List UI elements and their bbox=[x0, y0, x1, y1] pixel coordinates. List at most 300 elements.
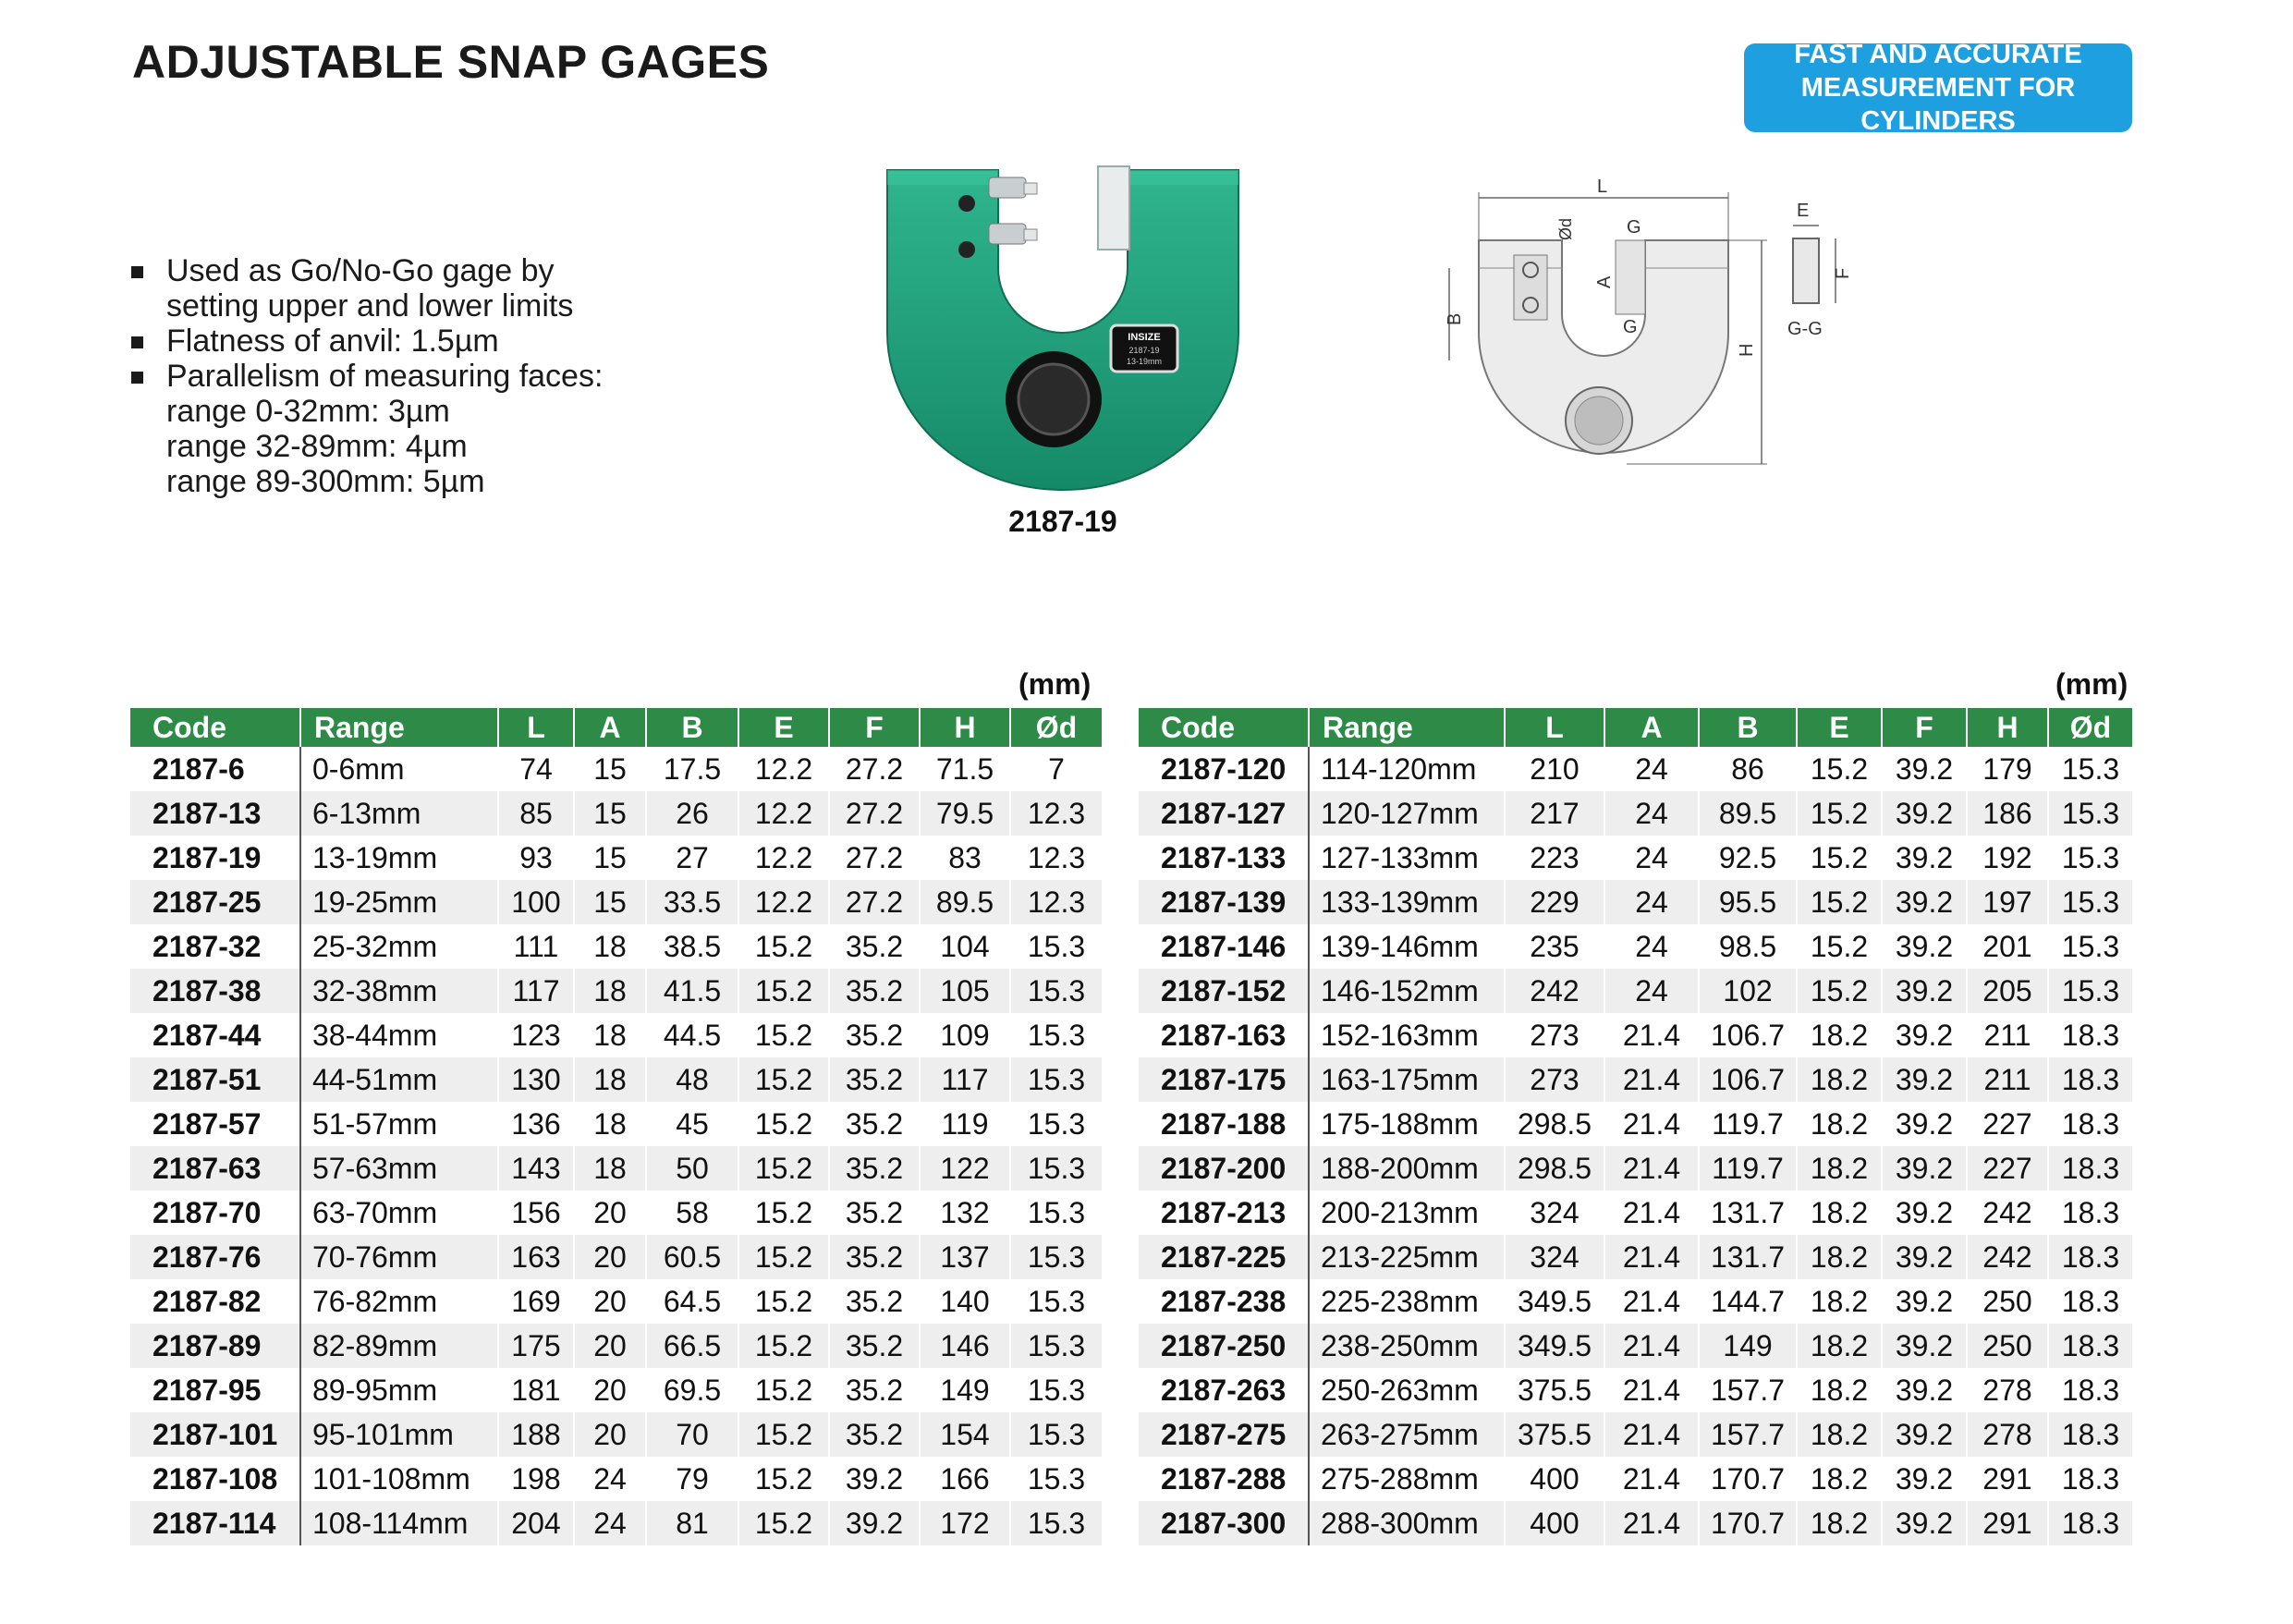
value-cell: 15.3 bbox=[1010, 1368, 1103, 1412]
code-cell: 2187-89 bbox=[130, 1324, 300, 1368]
table-row bbox=[1139, 1057, 2133, 1102]
dim-label-a: A bbox=[1594, 275, 1615, 288]
value-cell: 15.3 bbox=[2048, 880, 2133, 924]
value-cell: 250 bbox=[1967, 1279, 2048, 1324]
range-cell: 38-44mm bbox=[300, 1013, 498, 1057]
value-cell: 21.4 bbox=[1604, 1013, 1699, 1057]
code-cell: 2187-25 bbox=[130, 880, 300, 924]
photo-caption: 2187-19 bbox=[1008, 505, 1117, 538]
value-cell: 211 bbox=[1967, 1057, 2048, 1102]
photo-plate-line-2: 13-19mm bbox=[1126, 357, 1163, 366]
value-cell: 192 bbox=[1967, 836, 2048, 880]
value-cell: 18.3 bbox=[2048, 1324, 2133, 1368]
value-cell: 41.5 bbox=[646, 969, 738, 1013]
value-cell: 130 bbox=[498, 1057, 574, 1102]
value-cell: 83 bbox=[920, 836, 1010, 880]
value-cell: 15.2 bbox=[738, 1368, 829, 1412]
code-cell: 2187-175 bbox=[1139, 1057, 1309, 1102]
value-cell: 24 bbox=[1604, 747, 1699, 791]
range-cell: 13-19mm bbox=[300, 836, 498, 880]
feature-item: Parallelism of measuring faces: bbox=[129, 359, 647, 394]
unit-label-right: (mm) bbox=[2055, 667, 2128, 701]
value-cell: 39.2 bbox=[1882, 1057, 1967, 1102]
value-cell: 18.2 bbox=[1797, 1324, 1882, 1368]
value-cell: 21.4 bbox=[1604, 1146, 1699, 1191]
table-row bbox=[1139, 791, 2133, 836]
value-cell: 15.2 bbox=[1797, 924, 1882, 969]
value-cell: 172 bbox=[920, 1501, 1010, 1545]
value-cell: 278 bbox=[1967, 1412, 2048, 1457]
value-cell: 35.2 bbox=[829, 1102, 920, 1146]
code-cell: 2187-120 bbox=[1139, 747, 1309, 791]
value-cell: 15.2 bbox=[738, 1013, 829, 1057]
table-row bbox=[1139, 747, 2133, 791]
column-header: E bbox=[738, 708, 829, 747]
value-cell: 12.2 bbox=[738, 791, 829, 836]
range-cell: 188-200mm bbox=[1309, 1146, 1505, 1191]
value-cell: 15.2 bbox=[738, 924, 829, 969]
table-row bbox=[130, 1191, 1103, 1235]
value-cell: 375.5 bbox=[1505, 1412, 1604, 1457]
value-cell: 15.3 bbox=[1010, 1324, 1103, 1368]
value-cell: 21.4 bbox=[1604, 1057, 1699, 1102]
value-cell: 85 bbox=[498, 791, 574, 836]
value-cell: 39.2 bbox=[1882, 924, 1967, 969]
photo-plate-line-1: 2187-19 bbox=[1128, 346, 1160, 355]
code-cell: 2187-300 bbox=[1139, 1501, 1309, 1545]
range-cell: 95-101mm bbox=[300, 1412, 498, 1457]
dim-label-l: L bbox=[1597, 177, 1608, 197]
value-cell: 132 bbox=[920, 1191, 1010, 1235]
range-cell: 213-225mm bbox=[1309, 1235, 1505, 1279]
code-cell: 2187-44 bbox=[130, 1013, 300, 1057]
feature-item: range 32-89mm: 4µm bbox=[166, 429, 468, 464]
value-cell: 35.2 bbox=[829, 1191, 920, 1235]
value-cell: 15.3 bbox=[1010, 1146, 1103, 1191]
table-row bbox=[130, 1324, 1103, 1368]
range-cell: 139-146mm bbox=[1309, 924, 1505, 969]
value-cell: 45 bbox=[646, 1102, 738, 1146]
value-cell: 123 bbox=[498, 1013, 574, 1057]
table-row bbox=[130, 1501, 1103, 1545]
value-cell: 15.2 bbox=[738, 1235, 829, 1279]
value-cell: 24 bbox=[574, 1457, 646, 1501]
value-cell: 197 bbox=[1967, 880, 2048, 924]
product-photo bbox=[869, 157, 1257, 499]
value-cell: 18.3 bbox=[2048, 1191, 2133, 1235]
value-cell: 291 bbox=[1967, 1501, 2048, 1545]
table-row bbox=[1139, 1412, 2133, 1457]
value-cell: 169 bbox=[498, 1279, 574, 1324]
value-cell: 95.5 bbox=[1699, 880, 1797, 924]
code-cell: 2187-6 bbox=[130, 747, 300, 791]
table-row bbox=[1139, 1279, 2133, 1324]
badge-line-1: FAST AND ACCURATE bbox=[1794, 40, 2082, 69]
table-row bbox=[1139, 1235, 2133, 1279]
range-cell: 175-188mm bbox=[1309, 1102, 1505, 1146]
value-cell: 69.5 bbox=[646, 1368, 738, 1412]
value-cell: 15.2 bbox=[1797, 791, 1882, 836]
value-cell: 15.2 bbox=[738, 1412, 829, 1457]
range-cell: 57-63mm bbox=[300, 1146, 498, 1191]
value-cell: 89.5 bbox=[1699, 791, 1797, 836]
range-cell: 76-82mm bbox=[300, 1279, 498, 1324]
value-cell: 273 bbox=[1505, 1013, 1604, 1057]
value-cell: 39.2 bbox=[1882, 1501, 1967, 1545]
value-cell: 48 bbox=[646, 1057, 738, 1102]
table-row bbox=[1139, 1368, 2133, 1412]
code-cell: 2187-163 bbox=[1139, 1013, 1309, 1057]
value-cell: 38.5 bbox=[646, 924, 738, 969]
value-cell: 39.2 bbox=[829, 1501, 920, 1545]
value-cell: 100 bbox=[498, 880, 574, 924]
value-cell: 17.5 bbox=[646, 747, 738, 791]
code-cell: 2187-38 bbox=[130, 969, 300, 1013]
value-cell: 12.3 bbox=[1010, 791, 1103, 836]
column-header: F bbox=[829, 708, 920, 747]
column-header: E bbox=[1797, 708, 1882, 747]
value-cell: 39.2 bbox=[1882, 1102, 1967, 1146]
range-cell: 44-51mm bbox=[300, 1057, 498, 1102]
value-cell: 149 bbox=[1699, 1324, 1797, 1368]
value-cell: 235 bbox=[1505, 924, 1604, 969]
value-cell: 35.2 bbox=[829, 1324, 920, 1368]
value-cell: 15.2 bbox=[738, 1279, 829, 1324]
table-row bbox=[130, 747, 1103, 791]
value-cell: 15.2 bbox=[738, 1057, 829, 1102]
table-row bbox=[130, 880, 1103, 924]
table-row bbox=[130, 791, 1103, 836]
value-cell: 20 bbox=[574, 1191, 646, 1235]
value-cell: 18.3 bbox=[2048, 1457, 2133, 1501]
value-cell: 35.2 bbox=[829, 1013, 920, 1057]
range-cell: 127-133mm bbox=[1309, 836, 1505, 880]
value-cell: 79 bbox=[646, 1457, 738, 1501]
range-cell: 238-250mm bbox=[1309, 1324, 1505, 1368]
range-cell: 70-76mm bbox=[300, 1235, 498, 1279]
value-cell: 15.3 bbox=[1010, 1102, 1103, 1146]
table-row bbox=[130, 1146, 1103, 1191]
value-cell: 35.2 bbox=[829, 1057, 920, 1102]
value-cell: 35.2 bbox=[829, 1146, 920, 1191]
value-cell: 24 bbox=[1604, 880, 1699, 924]
value-cell: 217 bbox=[1505, 791, 1604, 836]
value-cell: 242 bbox=[1967, 1191, 2048, 1235]
dim-label-b: B bbox=[1445, 312, 1465, 325]
value-cell: 39.2 bbox=[1882, 1324, 1967, 1368]
value-cell: 18.3 bbox=[2048, 1057, 2133, 1102]
value-cell: 223 bbox=[1505, 836, 1604, 880]
table-row bbox=[1139, 1102, 2133, 1146]
value-cell: 21.4 bbox=[1604, 1368, 1699, 1412]
value-cell: 39.2 bbox=[1882, 791, 1967, 836]
value-cell: 86 bbox=[1699, 747, 1797, 791]
value-cell: 400 bbox=[1505, 1501, 1604, 1545]
code-cell: 2187-19 bbox=[130, 836, 300, 880]
code-cell: 2187-95 bbox=[130, 1368, 300, 1412]
value-cell: 15.3 bbox=[1010, 1057, 1103, 1102]
value-cell: 18 bbox=[574, 1013, 646, 1057]
value-cell: 18.2 bbox=[1797, 1457, 1882, 1501]
value-cell: 324 bbox=[1505, 1191, 1604, 1235]
badge-line-2: MEASUREMENT FOR CYLINDERS bbox=[1800, 73, 2076, 136]
value-cell: 39.2 bbox=[1882, 1013, 1967, 1057]
value-cell: 12.3 bbox=[1010, 880, 1103, 924]
table-row bbox=[1139, 1324, 2133, 1368]
value-cell: 12.2 bbox=[738, 836, 829, 880]
value-cell: 111 bbox=[498, 924, 574, 969]
table-row bbox=[1139, 836, 2133, 880]
value-cell: 15.2 bbox=[1797, 969, 1882, 1013]
value-cell: 15.3 bbox=[2048, 924, 2133, 969]
value-cell: 175 bbox=[498, 1324, 574, 1368]
value-cell: 18.2 bbox=[1797, 1013, 1882, 1057]
value-cell: 188 bbox=[498, 1412, 574, 1457]
value-cell: 18.2 bbox=[1797, 1102, 1882, 1146]
value-cell: 39.2 bbox=[1882, 969, 1967, 1013]
value-cell: 15.3 bbox=[1010, 1279, 1103, 1324]
range-cell: 152-163mm bbox=[1309, 1013, 1505, 1057]
value-cell: 146 bbox=[920, 1324, 1010, 1368]
value-cell: 18 bbox=[574, 1057, 646, 1102]
value-cell: 21.4 bbox=[1604, 1191, 1699, 1235]
column-header: H bbox=[920, 708, 1010, 747]
value-cell: 15.2 bbox=[738, 1324, 829, 1368]
value-cell: 39.2 bbox=[1882, 880, 1967, 924]
column-header: Ød bbox=[2048, 708, 2133, 747]
value-cell: 349.5 bbox=[1505, 1324, 1604, 1368]
value-cell: 24 bbox=[1604, 836, 1699, 880]
value-cell: 15.3 bbox=[1010, 1013, 1103, 1057]
value-cell: 349.5 bbox=[1505, 1279, 1604, 1324]
table-row bbox=[1139, 969, 2133, 1013]
value-cell: 20 bbox=[574, 1235, 646, 1279]
table-header-row bbox=[130, 708, 1103, 747]
value-cell: 60.5 bbox=[646, 1235, 738, 1279]
value-cell: 98.5 bbox=[1699, 924, 1797, 969]
value-cell: 149 bbox=[920, 1368, 1010, 1412]
range-cell: 82-89mm bbox=[300, 1324, 498, 1368]
feature-item: range 0-32mm: 3µm bbox=[166, 394, 450, 429]
value-cell: 39.2 bbox=[1882, 836, 1967, 880]
value-cell: 15.3 bbox=[1010, 1191, 1103, 1235]
code-cell: 2187-114 bbox=[130, 1501, 300, 1545]
value-cell: 210 bbox=[1505, 747, 1604, 791]
value-cell: 58 bbox=[646, 1191, 738, 1235]
value-cell: 44.5 bbox=[646, 1013, 738, 1057]
value-cell: 119.7 bbox=[1699, 1102, 1797, 1146]
value-cell: 50 bbox=[646, 1146, 738, 1191]
value-cell: 7 bbox=[1010, 747, 1103, 791]
range-cell: 0-6mm bbox=[300, 747, 498, 791]
table-row bbox=[130, 1057, 1103, 1102]
value-cell: 21.4 bbox=[1604, 1324, 1699, 1368]
value-cell: 163 bbox=[498, 1235, 574, 1279]
value-cell: 18 bbox=[574, 1146, 646, 1191]
value-cell: 18.3 bbox=[2048, 1102, 2133, 1146]
code-cell: 2187-13 bbox=[130, 791, 300, 836]
value-cell: 20 bbox=[574, 1412, 646, 1457]
value-cell: 18 bbox=[574, 924, 646, 969]
code-cell: 2187-127 bbox=[1139, 791, 1309, 836]
value-cell: 15.3 bbox=[2048, 747, 2133, 791]
value-cell: 33.5 bbox=[646, 880, 738, 924]
value-cell: 143 bbox=[498, 1146, 574, 1191]
value-cell: 170.7 bbox=[1699, 1501, 1797, 1545]
value-cell: 166 bbox=[920, 1457, 1010, 1501]
table-row bbox=[130, 1013, 1103, 1057]
value-cell: 15.3 bbox=[1010, 969, 1103, 1013]
value-cell: 15.2 bbox=[738, 1102, 829, 1146]
value-cell: 18.2 bbox=[1797, 1368, 1882, 1412]
table-row bbox=[130, 924, 1103, 969]
table-row bbox=[1139, 880, 2133, 924]
value-cell: 117 bbox=[498, 969, 574, 1013]
value-cell: 186 bbox=[1967, 791, 2048, 836]
value-cell: 15 bbox=[574, 791, 646, 836]
code-cell: 2187-263 bbox=[1139, 1368, 1309, 1412]
spec-table-left bbox=[130, 708, 1104, 1545]
value-cell: 18.3 bbox=[2048, 1146, 2133, 1191]
value-cell: 119.7 bbox=[1699, 1146, 1797, 1191]
feature-list bbox=[129, 253, 647, 499]
value-cell: 15.3 bbox=[2048, 836, 2133, 880]
range-cell: 19-25mm bbox=[300, 880, 498, 924]
table-row bbox=[1139, 1457, 2133, 1501]
value-cell: 137 bbox=[920, 1235, 1010, 1279]
table-row bbox=[130, 1368, 1103, 1412]
value-cell: 273 bbox=[1505, 1057, 1604, 1102]
value-cell: 74 bbox=[498, 747, 574, 791]
column-header: Range bbox=[1309, 708, 1505, 747]
range-cell: 225-238mm bbox=[1309, 1279, 1505, 1324]
code-cell: 2187-133 bbox=[1139, 836, 1309, 880]
range-cell: 63-70mm bbox=[300, 1191, 498, 1235]
value-cell: 15.3 bbox=[1010, 1501, 1103, 1545]
code-cell: 2187-225 bbox=[1139, 1235, 1309, 1279]
code-cell: 2187-51 bbox=[130, 1057, 300, 1102]
value-cell: 106.7 bbox=[1699, 1057, 1797, 1102]
value-cell: 140 bbox=[920, 1279, 1010, 1324]
value-cell: 211 bbox=[1967, 1013, 2048, 1057]
value-cell: 18.2 bbox=[1797, 1191, 1882, 1235]
value-cell: 15.3 bbox=[1010, 924, 1103, 969]
column-header: F bbox=[1882, 708, 1967, 747]
range-cell: 25-32mm bbox=[300, 924, 498, 969]
code-cell: 2187-63 bbox=[130, 1146, 300, 1191]
value-cell: 18.2 bbox=[1797, 1146, 1882, 1191]
value-cell: 15.3 bbox=[2048, 791, 2133, 836]
feature-item: range 89-300mm: 5µm bbox=[166, 464, 485, 499]
feature-item: Used as Go/No-Go gage by bbox=[129, 253, 647, 288]
photo-logo: INSIZE bbox=[1128, 332, 1161, 343]
value-cell: 15.2 bbox=[738, 1146, 829, 1191]
range-cell: 133-139mm bbox=[1309, 880, 1505, 924]
column-header: A bbox=[574, 708, 646, 747]
dim-label-h: H bbox=[1737, 343, 1757, 357]
value-cell: 39.2 bbox=[1882, 1235, 1967, 1279]
value-cell: 18.3 bbox=[2048, 1279, 2133, 1324]
value-cell: 156 bbox=[498, 1191, 574, 1235]
value-cell: 18.3 bbox=[2048, 1235, 2133, 1279]
value-cell: 15 bbox=[574, 836, 646, 880]
dim-label-gg: G-G bbox=[1787, 319, 1823, 339]
feature-badge bbox=[1744, 40, 2132, 136]
value-cell: 15.2 bbox=[1797, 747, 1882, 791]
value-cell: 27 bbox=[646, 836, 738, 880]
value-cell: 278 bbox=[1967, 1368, 2048, 1412]
value-cell: 106.7 bbox=[1699, 1013, 1797, 1057]
column-header: Code bbox=[1139, 708, 1309, 747]
value-cell: 324 bbox=[1505, 1235, 1604, 1279]
value-cell: 39.2 bbox=[1882, 1279, 1967, 1324]
value-cell: 15.2 bbox=[738, 1191, 829, 1235]
value-cell: 131.7 bbox=[1699, 1191, 1797, 1235]
code-cell: 2187-238 bbox=[1139, 1279, 1309, 1324]
value-cell: 26 bbox=[646, 791, 738, 836]
value-cell: 15.3 bbox=[1010, 1235, 1103, 1279]
table-row bbox=[130, 836, 1103, 880]
value-cell: 15.2 bbox=[738, 1457, 829, 1501]
value-cell: 181 bbox=[498, 1368, 574, 1412]
value-cell: 12.2 bbox=[738, 880, 829, 924]
code-cell: 2187-139 bbox=[1139, 880, 1309, 924]
value-cell: 21.4 bbox=[1604, 1412, 1699, 1457]
value-cell: 18.3 bbox=[2048, 1501, 2133, 1545]
dim-label-d: Ød bbox=[1556, 217, 1575, 240]
value-cell: 204 bbox=[498, 1501, 574, 1545]
table-row bbox=[130, 1279, 1103, 1324]
value-cell: 64.5 bbox=[646, 1279, 738, 1324]
value-cell: 15.3 bbox=[2048, 969, 2133, 1013]
code-cell: 2187-250 bbox=[1139, 1324, 1309, 1368]
range-cell: 288-300mm bbox=[1309, 1501, 1505, 1545]
value-cell: 18.3 bbox=[2048, 1013, 2133, 1057]
value-cell: 15.2 bbox=[738, 969, 829, 1013]
value-cell: 24 bbox=[574, 1501, 646, 1545]
range-cell: 89-95mm bbox=[300, 1368, 498, 1412]
value-cell: 39.2 bbox=[1882, 747, 1967, 791]
value-cell: 227 bbox=[1967, 1102, 2048, 1146]
range-cell: 6-13mm bbox=[300, 791, 498, 836]
value-cell: 18.3 bbox=[2048, 1412, 2133, 1457]
value-cell: 104 bbox=[920, 924, 1010, 969]
code-cell: 2187-200 bbox=[1139, 1146, 1309, 1191]
spec-table-right bbox=[1139, 708, 2134, 1545]
value-cell: 109 bbox=[920, 1013, 1010, 1057]
range-cell: 114-120mm bbox=[1309, 747, 1505, 791]
range-cell: 108-114mm bbox=[300, 1501, 498, 1545]
code-cell: 2187-108 bbox=[130, 1457, 300, 1501]
value-cell: 18.2 bbox=[1797, 1057, 1882, 1102]
value-cell: 157.7 bbox=[1699, 1368, 1797, 1412]
code-cell: 2187-146 bbox=[1139, 924, 1309, 969]
value-cell: 12.3 bbox=[1010, 836, 1103, 880]
value-cell: 21.4 bbox=[1604, 1235, 1699, 1279]
value-cell: 35.2 bbox=[829, 924, 920, 969]
table-row bbox=[1139, 1501, 2133, 1545]
value-cell: 179 bbox=[1967, 747, 2048, 791]
feature-item: setting upper and lower limits bbox=[166, 288, 574, 324]
value-cell: 79.5 bbox=[920, 791, 1010, 836]
value-cell: 15.2 bbox=[738, 1501, 829, 1545]
column-header: H bbox=[1967, 708, 2048, 747]
value-cell: 35.2 bbox=[829, 1235, 920, 1279]
value-cell: 170.7 bbox=[1699, 1457, 1797, 1501]
value-cell: 15.2 bbox=[1797, 836, 1882, 880]
value-cell: 242 bbox=[1505, 969, 1604, 1013]
code-cell: 2187-32 bbox=[130, 924, 300, 969]
